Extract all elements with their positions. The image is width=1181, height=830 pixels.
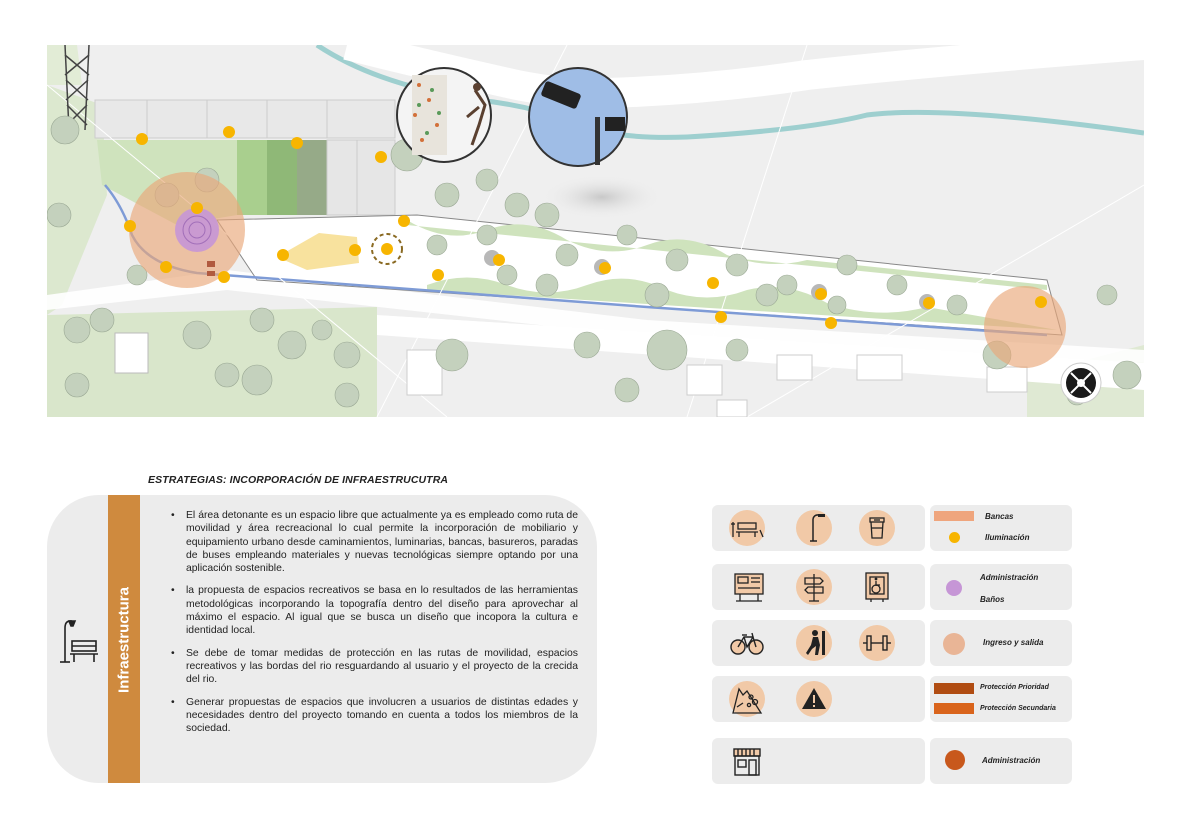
legend-label-bancas: Bancas [985, 512, 1014, 521]
climbing-wall-photo [397, 68, 491, 162]
list-item: • la propuesta de espacios recreativos se basa en lo resultados de las herramientas metodológicas incorporando la topografía dentro del diseño para aprovechar al máximo el espacio. Al igual que se busca un diseño que incopora la cultura e identidad local. [171, 584, 578, 637]
site-plan-drawing [47, 45, 1144, 417]
administracion-banos-swatch [946, 580, 962, 596]
north-arrow-icon [1061, 363, 1101, 403]
iluminacion-swatch [949, 532, 960, 543]
legend-label-proteccion-secundaria: Protección Secundaria [980, 705, 1056, 712]
legend-label-proteccion-prioridad: Protección Prioridad [980, 684, 1049, 691]
info-board-icon [731, 569, 767, 605]
list-item: • Generar propuestas de espacios que involucren a usuarios de distintas edades y necesidades dentro del proyecto tomando en cuenta a todos los miembros de la sociedad. [171, 696, 578, 736]
street-lamp-icon [796, 510, 832, 546]
landslide-icon [729, 681, 765, 717]
street-light-photo [529, 68, 627, 166]
trash-bin-icon [859, 510, 895, 546]
legend-label-banos: Baños [980, 595, 1005, 604]
strategy-list [171, 509, 578, 744]
proteccion-secundaria-swatch [934, 703, 974, 714]
kiosk-icon [729, 743, 765, 779]
legend-label-ingreso-salida: Ingreso y salida [983, 638, 1044, 647]
dumbbell-icon [859, 625, 895, 661]
category-label: Infraestructura [115, 587, 133, 693]
warning-icon [796, 681, 832, 717]
bench-icon [729, 510, 765, 546]
proteccion-prioridad-swatch [934, 683, 974, 694]
list-item: • El área detonante es un espacio libre que actualmente ya es empleado como ruta de movilidad y área recreacional lo cual permite la incorporación de mobiliario y equipamiento urbano desde caminamientos, luminarias, bancas, basureros, paradas de buses empleando materiales y nuevas tecnológicas siempre optando por una aplicación sostenible. [171, 509, 578, 575]
bench-lamp-icon [56, 616, 100, 666]
bancas-swatch [934, 511, 974, 521]
climbing-icon [796, 625, 832, 661]
accessibility-icon [859, 569, 895, 605]
legend-label-administracion: Administración [980, 573, 1039, 582]
bicycle-icon [729, 625, 765, 661]
administracion-swatch [945, 750, 965, 770]
legend-label-administracion-2: Administración [982, 756, 1041, 765]
signpost-icon [796, 569, 832, 605]
site-plan-map [47, 45, 1144, 417]
legend-label-iluminacion: Iluminación [985, 533, 1030, 542]
ingreso-salida-swatch [943, 633, 965, 655]
section-title: ESTRATEGIAS: INCORPORACIÓN DE INFRAESTRUCUTRA [148, 474, 449, 486]
list-item: • Se debe de tomar medidas de protección en las rutas de movilidad, espacios recreativos y las bordas del rio resguardando al usuario y el proyecto de la crecida del rio. [171, 647, 578, 687]
